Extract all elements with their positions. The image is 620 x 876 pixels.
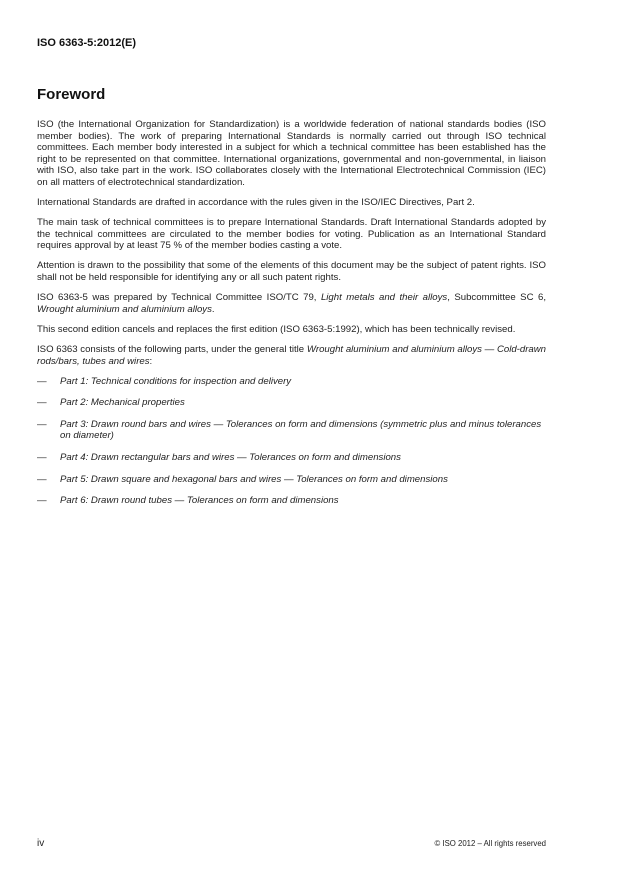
- parts-list: [37, 376, 546, 507]
- prepared-by-text-1: ISO 6363-5 was prepared by Technical Committee ISO/TC 79,: [37, 292, 321, 304]
- prepared-by-text-3: .: [211, 303, 215, 315]
- general-title: Wrought aluminium and aluminium alloys — Cold-drawn rods/bars, tubes and wires: [37, 343, 546, 367]
- list-dash: —: [37, 397, 47, 409]
- list-item-text: Part 5: Drawn square and hexagonal bars and wires — Tolerances on form and dimensions: [60, 473, 448, 485]
- paragraph-patent-notice: Attention is drawn to the possibility that some of the elements of this document may be the subject of patent rights. ISO shall not be held responsible for identifying any or all such patent rights.: [37, 260, 546, 284]
- list-dash: —: [37, 495, 47, 507]
- paragraph-prepared-by: [37, 292, 546, 315]
- paragraph-parts-intro: [37, 344, 546, 367]
- paragraph-drafting-rules: International Standards are drafted in accordance with the rules given in the ISO/IEC Directives, Part 2.: [37, 197, 475, 209]
- subcommittee-title: Wrought aluminium and aluminium alloys: [37, 303, 212, 315]
- list-item-text: Part 6: Drawn round tubes — Tolerances on form and dimensions: [60, 495, 339, 507]
- list-item-text: Part 3: Drawn round bars and wires — Tolerances on form and dimensions (symmetric plus and minus tolerances on diameter): [60, 418, 542, 442]
- list-item-text: Part 1: Technical conditions for inspection and delivery: [60, 375, 292, 387]
- paragraph-iso-intro: ISO (the International Organization for Standardization) is a worldwide federation of national standards bodies (ISO member bodies). The work of preparing International Standards is normally carried out through ISO technical committees. Each member body interested in a subject for which a technical committee has been established has the right to be represented on that committee. International organizations, governmental and non-governmental, in liaison with ISO, also take part in the work. ISO collaborates closely with the International Electrotechnical Commission (IEC) on all matters of electrotechnical standardization.: [37, 119, 546, 188]
- list-item: [37, 474, 546, 486]
- list-dash: —: [37, 375, 47, 387]
- paragraph-edition-note: This second edition cancels and replaces the first edition (ISO 6363-5:1992), which has been technically revised.: [37, 323, 516, 335]
- list-item: [37, 376, 546, 388]
- list-dash: —: [37, 418, 47, 430]
- committee-title: Light metals and their alloys: [320, 292, 448, 304]
- list-item: [37, 419, 546, 442]
- parts-intro-text: ISO 6363 consists of the following parts, under the general title: [37, 343, 307, 355]
- list-item-text: Part 4: Drawn rectangular bars and wires — Tolerances on form and dimensions: [60, 451, 401, 463]
- list-dash: —: [37, 451, 47, 463]
- list-dash: —: [37, 473, 47, 485]
- document-id: ISO 6363-5:2012(E): [37, 37, 137, 49]
- section-heading: Foreword: [37, 86, 106, 103]
- list-item: [37, 495, 546, 507]
- list-item-text: Part 2: Mechanical properties: [60, 397, 185, 409]
- prepared-by-text-2: , Subcommittee SC 6,: [447, 292, 546, 304]
- paragraph-committee-task: The main task of technical committees is to prepare International Standards. Draft International Standards adopted by the technical committees are circulated to the member bodies for voting. Publication as an International Standard requires approval by at least 75 % of the member bodies casting a vote.: [37, 217, 546, 252]
- list-item: [37, 452, 546, 464]
- list-item: [37, 397, 546, 409]
- parts-intro-colon: :: [149, 355, 153, 367]
- page-number: iv: [37, 838, 45, 849]
- foreword-body: [37, 119, 546, 517]
- copyright-notice: © ISO 2012 – All rights reserved: [434, 839, 546, 848]
